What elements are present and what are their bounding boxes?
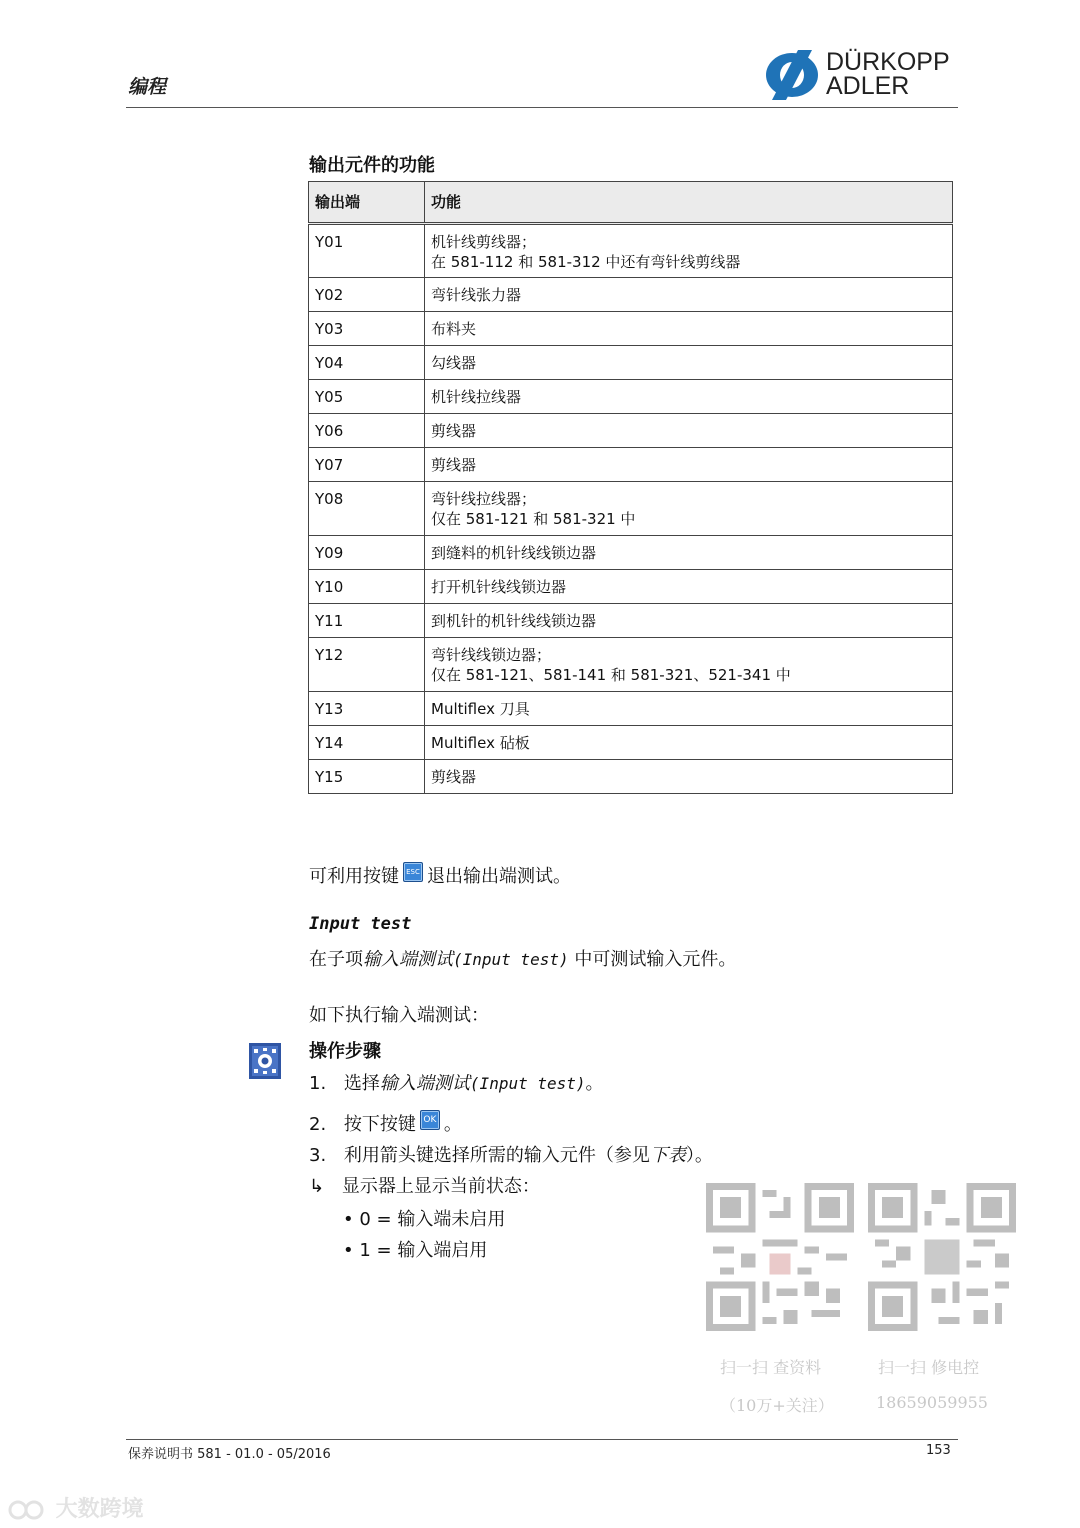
output-cell: Y12 — [309, 638, 425, 692]
qr-right-caption-2: 18659059955 — [876, 1393, 988, 1412]
qr-code-right-icon — [868, 1183, 1016, 1331]
step-3 — [309, 1141, 713, 1167]
input-test-description — [309, 945, 736, 971]
input-desc-italic: 输入端测试 — [363, 949, 453, 970]
column-header-output: 输出端 — [309, 182, 425, 224]
function-line-1: 机针线拉线器 — [431, 388, 522, 406]
table-row — [309, 448, 953, 482]
table-row — [309, 312, 953, 346]
step-1-post: 。 — [585, 1073, 604, 1094]
qr-left-caption-1: 扫一扫 查资料 — [720, 1358, 822, 1377]
function-line-1: Multiflex 刀具 — [431, 700, 530, 718]
procedure-steps-icon — [249, 1043, 281, 1079]
logo-line1: DÜRKOPP — [826, 48, 950, 76]
function-line-1: 弯针线线锁边器； — [431, 646, 552, 664]
table-header-row — [309, 182, 953, 224]
table-row — [309, 380, 953, 414]
function-cell — [425, 604, 953, 638]
output-cell: Y14 — [309, 726, 425, 760]
input-desc-post: 中可测试输入元件。 — [574, 949, 737, 970]
output-cell: Y03 — [309, 312, 425, 346]
bullet-inactive: • 0 = 输入端未启用 — [343, 1209, 506, 1230]
step-2-number: 2. — [309, 1114, 327, 1135]
output-functions-table — [308, 181, 953, 794]
function-line-2: 在 581-112 和 581-312 中还有弯针线剪线器 — [431, 253, 741, 271]
table-row — [309, 536, 953, 570]
step-1-number: 1. — [309, 1073, 327, 1094]
step-3-pre: 利用箭头键选择所需的输入元件（参见 — [343, 1145, 650, 1166]
section-title: 编程 — [128, 76, 167, 98]
output-cell: Y15 — [309, 760, 425, 794]
function-line-1: Multiflex 砧板 — [431, 734, 530, 752]
table-row — [309, 482, 953, 536]
table-row — [309, 692, 953, 726]
output-cell: Y06 — [309, 414, 425, 448]
watermark-text: 大数跨境 — [55, 1497, 144, 1522]
table-row — [309, 570, 953, 604]
output-cell: Y09 — [309, 536, 425, 570]
function-line-1: 到缝料的机针线线锁边器 — [431, 544, 597, 562]
function-line-2: 仅在 581-121 和 581-321 中 — [431, 510, 636, 528]
step-1-mono: (Input test) — [469, 1074, 586, 1093]
table-row — [309, 726, 953, 760]
page-number: 153 — [926, 1443, 951, 1458]
esc-text-pre: 可利用按键 — [309, 866, 399, 887]
function-cell — [425, 346, 953, 380]
table-row — [309, 346, 953, 380]
step-3-post: ）。 — [685, 1145, 713, 1166]
step-1-pre: 选择 — [343, 1073, 380, 1094]
output-cell: Y13 — [309, 692, 425, 726]
function-cell — [425, 312, 953, 346]
table-row — [309, 638, 953, 692]
function-line-2: 仅在 581-121、581-141 和 581-321、521-341 中 — [431, 666, 791, 684]
watermark-logo-icon — [8, 1498, 48, 1522]
result-text: 显示器上显示当前状态： — [341, 1176, 540, 1197]
step-2 — [309, 1110, 462, 1136]
output-cell: Y10 — [309, 570, 425, 604]
function-line-1: 剪线器 — [431, 768, 477, 786]
function-line-1: 弯针线拉线器； — [431, 490, 537, 508]
output-cell: Y07 — [309, 448, 425, 482]
function-cell — [425, 380, 953, 414]
table-title: 输出元件的功能 — [309, 155, 435, 176]
qr-left-caption-2: （10万+关注） — [720, 1396, 834, 1415]
ok-key-icon: OK — [420, 1110, 440, 1130]
function-cell — [425, 448, 953, 482]
result-line — [309, 1172, 540, 1198]
bullet-active: • 1 = 输入端启用 — [343, 1240, 488, 1261]
function-cell — [425, 692, 953, 726]
function-line-1: 剪线器 — [431, 456, 477, 474]
function-line-1: 到机针的机针线线锁边器 — [431, 612, 597, 630]
output-cell: Y08 — [309, 482, 425, 536]
logo-line2: ADLER — [826, 72, 910, 100]
input-test-heading: Input test — [309, 914, 412, 934]
output-cell: Y01 — [309, 224, 425, 278]
function-line-1: 打开机针线线锁边器 — [431, 578, 567, 596]
step-2-pre: 按下按键 — [343, 1114, 416, 1135]
function-cell — [425, 570, 953, 604]
esc-key-icon: ESC — [403, 862, 423, 882]
table-row — [309, 760, 953, 794]
table-row — [309, 278, 953, 312]
function-line-1: 机针线剪线器； — [431, 233, 537, 251]
header-divider — [126, 107, 958, 108]
function-line-1: 勾线器 — [431, 354, 477, 372]
steps-title: 操作步骤 — [309, 1041, 381, 1062]
function-cell — [425, 536, 953, 570]
table-row — [309, 414, 953, 448]
function-cell — [425, 638, 953, 692]
function-line-1: 剪线器 — [431, 422, 477, 440]
result-arrow-icon: ↳ — [309, 1176, 325, 1197]
function-line-1: 布料夹 — [431, 320, 477, 338]
input-desc-mono: (Input test) — [453, 950, 569, 969]
function-cell — [425, 482, 953, 536]
qr-code-left-icon — [706, 1183, 854, 1331]
function-cell — [425, 760, 953, 794]
table-row — [309, 604, 953, 638]
esc-instruction — [309, 862, 571, 888]
output-cell: Y11 — [309, 604, 425, 638]
esc-text-post: 退出输出端测试。 — [427, 866, 571, 887]
step-3-number: 3. — [309, 1145, 327, 1166]
table-row — [309, 224, 953, 278]
logo-wordmark — [826, 50, 950, 98]
function-cell — [425, 224, 953, 278]
function-cell — [425, 278, 953, 312]
output-cell: Y04 — [309, 346, 425, 380]
procedure-intro: 如下执行输入端测试： — [309, 1005, 489, 1026]
output-cell: Y05 — [309, 380, 425, 414]
step-2-post: 。 — [443, 1114, 462, 1135]
output-cell: Y02 — [309, 278, 425, 312]
footer-divider — [126, 1439, 958, 1440]
input-desc-pre: 在子项 — [309, 949, 363, 970]
column-header-function: 功能 — [425, 182, 953, 224]
function-line-1: 弯针线张力器 — [431, 286, 522, 304]
footer-document-info: 保养说明书 581 - 01.0 - 05/2016 — [128, 1447, 331, 1462]
watermark — [8, 1492, 144, 1523]
step-1-italic: 输入端测试 — [379, 1073, 470, 1094]
function-cell — [425, 414, 953, 448]
function-cell — [425, 726, 953, 760]
step-3-italic: 下表 — [649, 1145, 686, 1166]
step-1 — [309, 1069, 604, 1095]
qr-right-caption-1: 扫一扫 修电控 — [878, 1358, 980, 1377]
